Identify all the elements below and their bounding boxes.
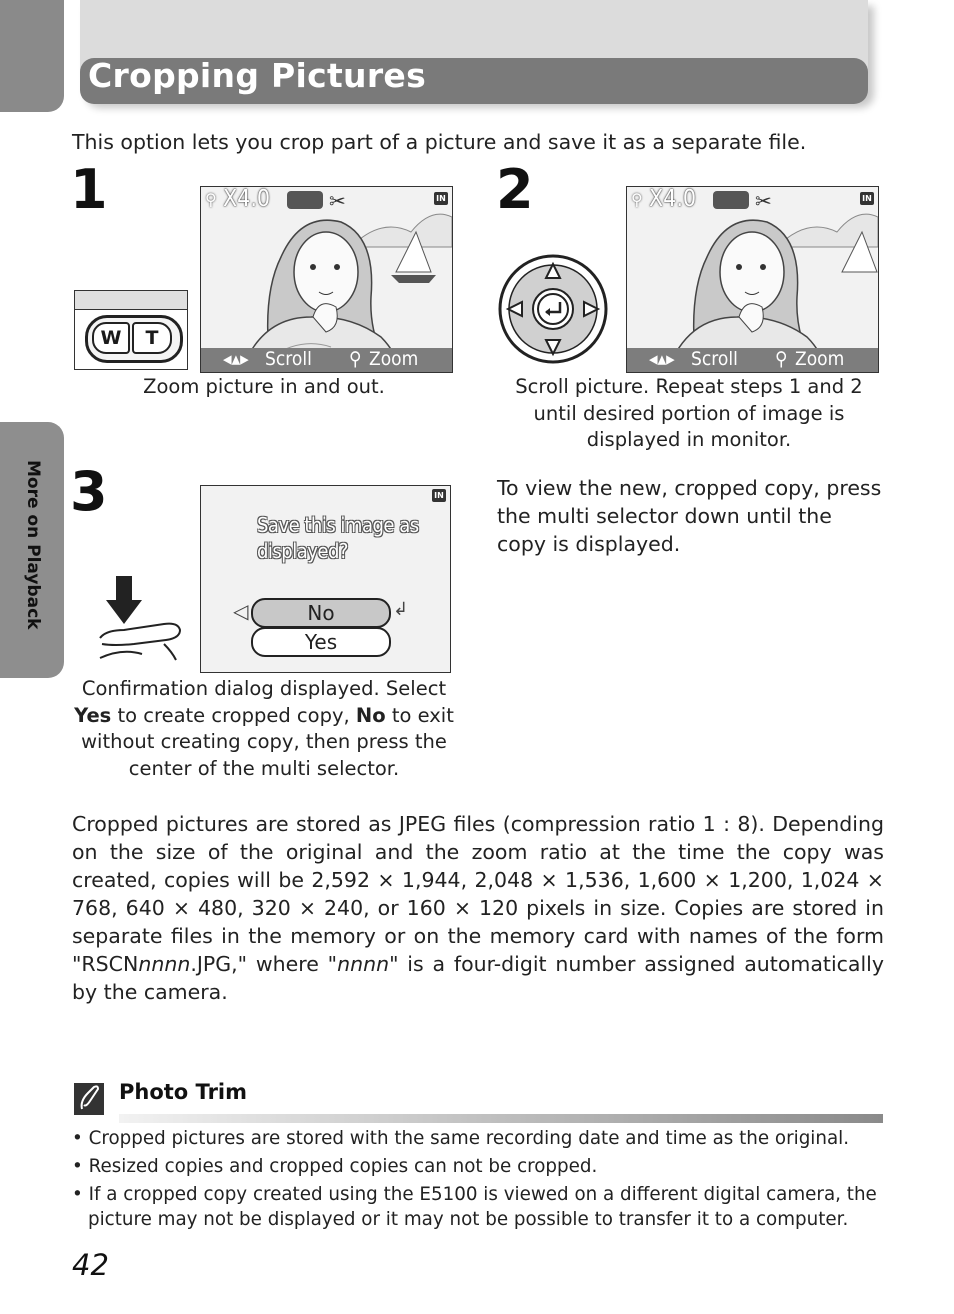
zoom-ratio: X4.0 [649,186,697,212]
step-number-2: 2 [496,158,534,221]
zoom-ratio: X4.0 [223,186,271,212]
corner-tab [0,0,64,112]
scissors-icon: ✂ [329,189,346,213]
lcd-bottom-bar [627,348,878,372]
note-underline-bar [119,1114,883,1123]
lcd-screen-2 [626,186,879,373]
zoom-button-illustration [74,290,188,370]
wide-button: W [92,322,130,354]
page-number: 42 [72,1248,109,1282]
no-emphasis: No [355,703,386,727]
note-bullet: • If a cropped copy created using the E5100 is viewed on a different digital camera, the picture may not be displayed or it may not be possible to transfer it to a computer. [72,1184,877,1230]
side-tab-label: More on Playback [23,460,43,630]
placeholder-nnnn: nnnn [337,952,390,976]
page-title: Cropping Pictures [88,56,427,95]
scissors-icon: ✂ [755,189,772,213]
pencil-note-icon [74,1083,104,1115]
lcd-top-bar [627,187,878,213]
dialog-question-line-2: displayed? [257,539,348,563]
caption-text: to exit without creating copy, then press the center of the multi selector. [81,703,454,780]
body-paragraph [72,810,884,1006]
dialog-no-option[interactable]: No [251,598,391,628]
yes-emphasis: Yes [74,703,112,727]
note-bullet: • Cropped pictures are stored with the same recording date and time as the original. [72,1128,850,1149]
note-bullets [72,1126,884,1235]
note-title: Photo Trim [119,1080,247,1104]
enter-icon: ↲ [393,599,409,620]
internal-memory-icon: IN [432,489,446,502]
step-3-caption [74,676,454,782]
placeholder-nnnn: nnnn [138,952,191,976]
zoom-label: Zoom [795,348,845,370]
multi-selector-icon [498,254,608,364]
dialog-question [257,512,419,564]
memory-icon [713,191,749,209]
body-text-part: .JPG," where " [190,952,338,976]
scroll-label: Scroll [691,348,738,370]
body-text-part: Cropped pictures are stored as JPEG files (compression ratio 1 : 8). Depending on the size of the original and the zoom ratio at the time the copy was created, copies will be 2,592 × 1,944, 2,048 × 1,536, 1,600 × 1,200, 1,024 × 768, 640 × 480, 320 × 240, or 160 × 120 pixels in size. Copies are stored in separate files in the memory or on the memory card with names of the form "RSCN [72,812,884,976]
lcd-bottom-bar [201,348,452,372]
scroll-arrows-icon: ◂▴▸ [649,348,675,370]
lcd-screen-3 [200,485,451,673]
zoom-magnifier-icon: ⚲ [775,348,788,370]
memory-icon [287,191,323,209]
camera-body [75,291,187,310]
zoom-rocker [85,315,183,363]
view-copy-note: To view the new, cropped copy, press the multi selector down until the copy is displayed. [497,476,882,556]
step-2-caption: Scroll picture. Repeat steps 1 and 2 until desired portion of image is displayed in monitor. [515,375,863,451]
scroll-label: Scroll [265,348,312,370]
dialog-yes-option[interactable]: Yes [251,627,391,657]
side-tab-label-box [17,460,47,650]
press-arrow-icon [94,574,184,664]
portrait-image-scrolled [627,187,878,372]
step-number-1: 1 [70,158,108,221]
lcd-top-bar [201,187,452,213]
magnifier-icon: ⚲ [631,190,643,209]
zoom-magnifier-icon: ⚲ [349,348,362,370]
lcd-screen-1 [200,186,453,373]
internal-memory-icon: IN [434,192,448,205]
zoom-label: Zoom [369,348,419,370]
portrait-image [201,187,452,372]
tele-button: T [132,322,172,354]
body-text-part: " is a four-digit number assigned automatically by the camera. [72,952,885,1004]
caption-text: Confirmation dialog displayed. Select [81,677,447,700]
intro-text: This option lets you crop part of a picture and save it as a separate file. [72,130,807,154]
magnifier-icon: ⚲ [205,190,217,209]
note-bullet: • Resized copies and cropped copies can not be cropped. [72,1156,598,1177]
step-number-3: 3 [70,460,108,523]
step-1-caption: Zoom picture in and out. [143,375,385,398]
dialog-question-line-1: Save this image as [257,513,419,537]
internal-memory-icon: IN [860,192,874,205]
caption-text: to create cropped copy, [111,703,356,727]
scroll-arrows-icon: ◂▴▸ [223,348,249,370]
left-arrow-icon: ◁ [233,599,249,623]
